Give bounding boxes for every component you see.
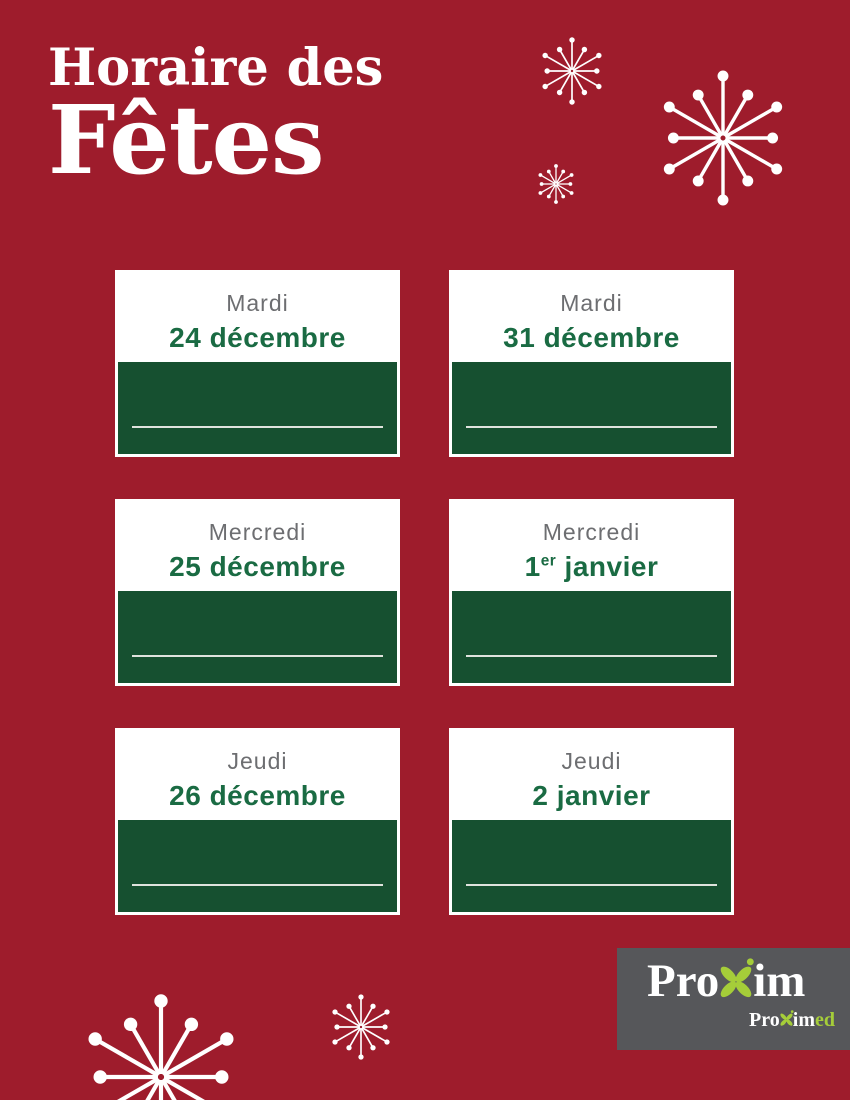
poster-title-line1: Horaire des bbox=[48, 38, 384, 98]
hours-write-line bbox=[466, 655, 717, 657]
hours-write-line bbox=[466, 426, 717, 428]
schedule-card-dec-31 bbox=[449, 270, 734, 457]
schedule-card-dec-24 bbox=[115, 270, 400, 457]
card-date-text: 2 janvier bbox=[532, 779, 651, 811]
schedule-card-jan-1 bbox=[449, 499, 734, 686]
proxim-wordmark bbox=[647, 954, 805, 1008]
card-hours-block bbox=[118, 820, 397, 912]
card-date-text: 26 décembre bbox=[169, 779, 346, 811]
poster-title-line2: Fêtes bbox=[48, 85, 324, 197]
card-date-text: 1 bbox=[524, 550, 541, 582]
snowflake-icon bbox=[539, 164, 574, 204]
card-date-label bbox=[449, 550, 734, 584]
card-day-label: Jeudi bbox=[561, 748, 622, 774]
card-date-label bbox=[115, 550, 400, 584]
snowflake-icon bbox=[88, 994, 233, 1100]
hours-write-line bbox=[132, 884, 383, 886]
card-date-suffix: janvier bbox=[556, 550, 659, 582]
snowflake-icon bbox=[542, 37, 601, 104]
card-date-label bbox=[115, 321, 400, 355]
proxim-x-flower-icon bbox=[715, 954, 757, 1004]
schedule-card-dec-25 bbox=[115, 499, 400, 686]
schedule-card-grid bbox=[115, 270, 734, 915]
card-day-label: Jeudi bbox=[227, 748, 288, 774]
card-date-text: 25 décembre bbox=[169, 550, 346, 582]
hours-write-line bbox=[466, 884, 717, 886]
card-date-label bbox=[115, 779, 400, 813]
hours-write-line bbox=[132, 655, 383, 657]
brand-text-post: im bbox=[753, 954, 806, 1007]
card-day-label: Mercredi bbox=[208, 519, 307, 545]
card-date-text: 24 décembre bbox=[169, 321, 346, 353]
hours-write-line bbox=[132, 426, 383, 428]
card-hours-block bbox=[118, 362, 397, 454]
brand-text-pre: Pro bbox=[647, 954, 720, 1007]
snowflake-icon bbox=[664, 71, 782, 206]
proximed-wordmark bbox=[749, 1009, 835, 1030]
card-hours-block bbox=[118, 591, 397, 683]
proxim-logo-box bbox=[617, 948, 850, 1050]
card-date-label bbox=[449, 321, 734, 355]
snowflake-icon bbox=[332, 994, 389, 1059]
card-hours-block bbox=[452, 591, 731, 683]
card-date-text: 31 décembre bbox=[503, 321, 680, 353]
card-hours-block bbox=[452, 362, 731, 454]
schedule-card-dec-26 bbox=[115, 728, 400, 915]
card-day-label: Mercredi bbox=[542, 519, 641, 545]
sub-text-post: ed bbox=[815, 1008, 835, 1031]
card-date-label bbox=[449, 779, 734, 813]
sub-text-mid: im bbox=[792, 1008, 815, 1031]
schedule-card-jan-2 bbox=[449, 728, 734, 915]
card-day-label: Mardi bbox=[560, 290, 623, 316]
sub-text-pre: Pro bbox=[749, 1008, 780, 1031]
poster-title bbox=[48, 38, 384, 197]
card-date-sup: er bbox=[540, 552, 557, 570]
card-day-label: Mardi bbox=[226, 290, 289, 316]
card-hours-block bbox=[452, 820, 731, 912]
